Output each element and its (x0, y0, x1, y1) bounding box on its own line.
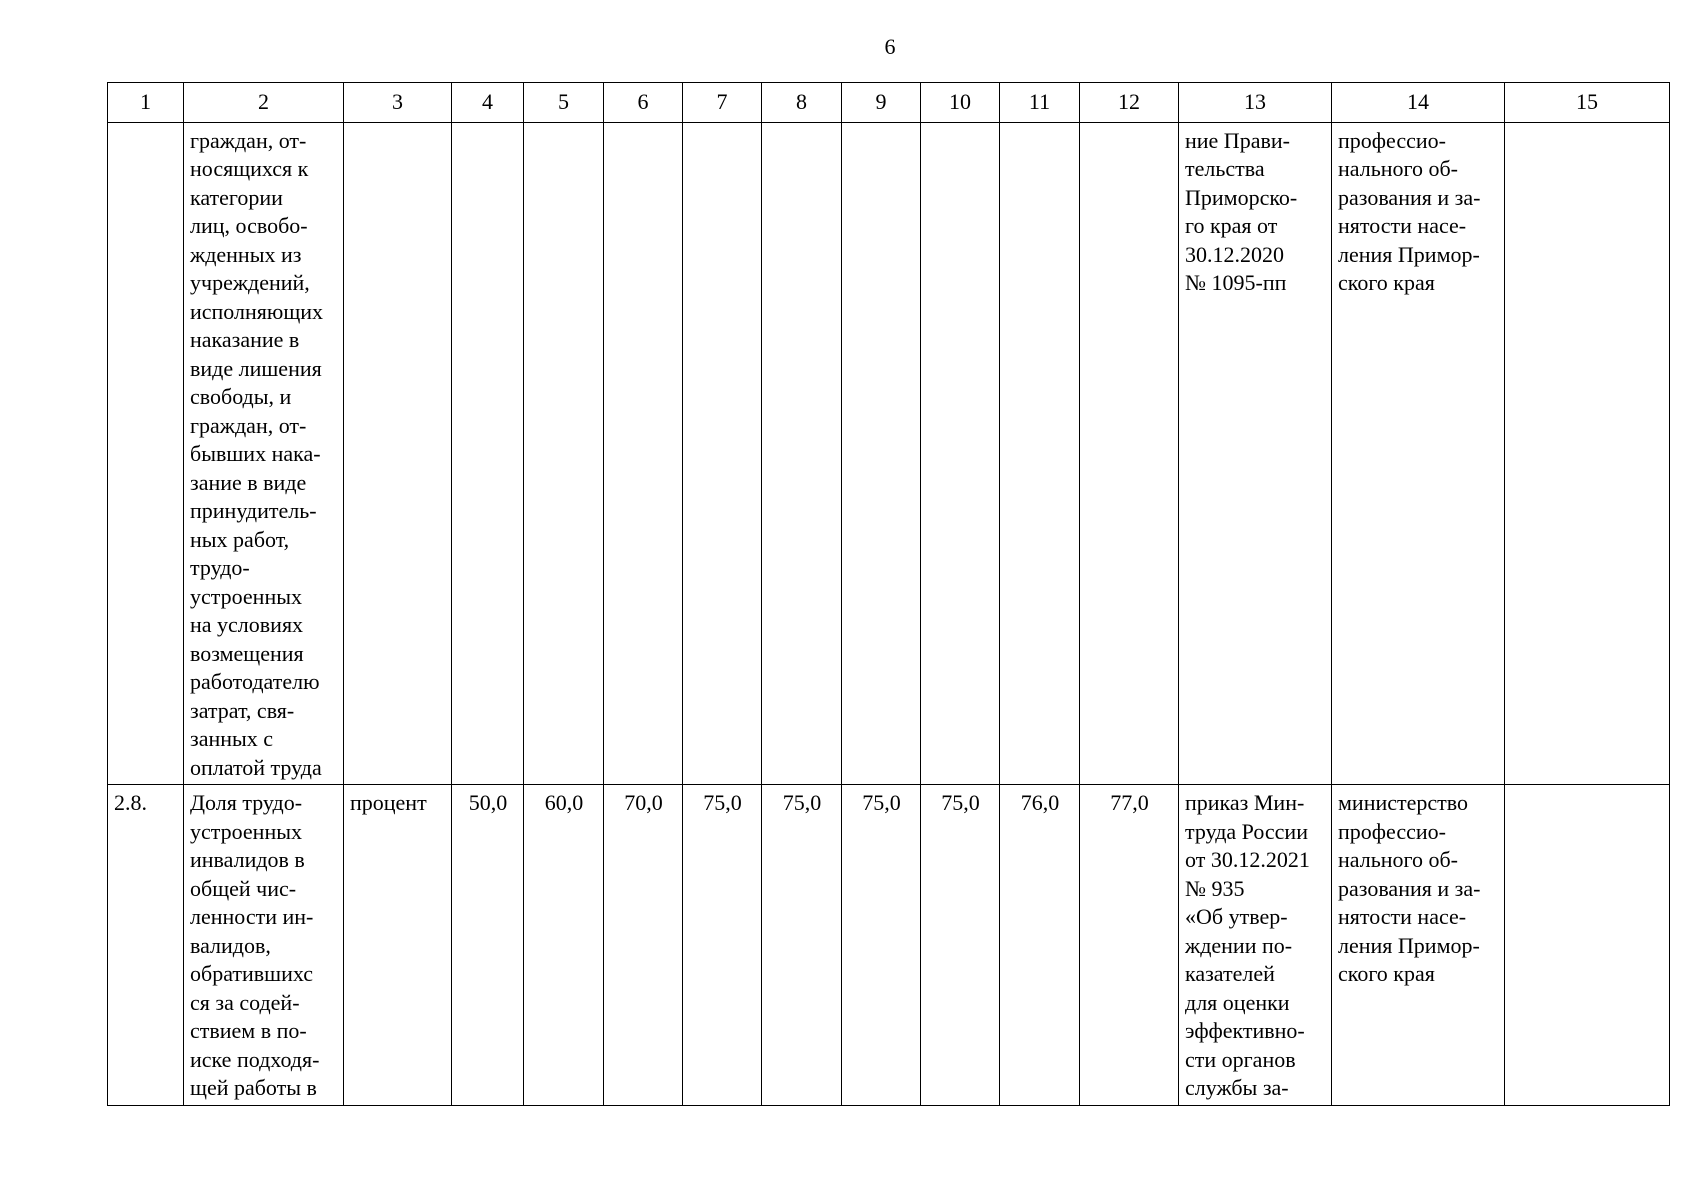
text-line: ленности ин- (190, 904, 314, 929)
column-header: 10 (921, 83, 1000, 123)
text-line: казателей (1185, 961, 1275, 986)
value-cell (1000, 122, 1080, 785)
column-header: 15 (1505, 83, 1670, 123)
value-cell: 50,0 (452, 785, 524, 1106)
responsible-body-cell (1332, 785, 1505, 1106)
text-line: ления Примор- (1338, 241, 1480, 267)
text-line: исполняющих (190, 298, 324, 324)
value-cell: 75,0 (683, 785, 762, 1106)
text-line: трудо- (190, 555, 250, 580)
text-line: зание в виде (190, 469, 307, 495)
text-line: граждан, от- (190, 127, 307, 153)
column-header: 14 (1332, 83, 1505, 123)
text-line: бывших нака- (190, 441, 321, 466)
text-line: труда России (1185, 818, 1308, 844)
text-line: граждан, от- (190, 412, 307, 438)
text-line: жденных из (190, 241, 302, 267)
text-line: на условиях (190, 612, 304, 637)
value-cell (524, 122, 604, 785)
column-header: 4 (452, 83, 524, 123)
value-cell (683, 122, 762, 785)
text-line: общей чис- (190, 875, 297, 901)
text-line: обратившихс (190, 961, 314, 986)
table-row-continued (108, 122, 1670, 785)
text-line: принудитель- (190, 498, 317, 523)
column-header: 5 (524, 83, 604, 123)
text-line: устроенных (190, 583, 303, 609)
text-line: нального об- (1338, 847, 1459, 872)
column-header: 11 (1000, 83, 1080, 123)
text-line: го края от (1185, 213, 1278, 238)
text-line: лиц, освобо- (190, 213, 308, 238)
text-line: возмещения (190, 640, 304, 666)
text-line: разования и за- (1338, 184, 1481, 210)
value-cell (921, 122, 1000, 785)
text-line: ствием в по- (190, 1018, 307, 1043)
text-line: ского края (1338, 270, 1435, 295)
value-cell: 76,0 (1000, 785, 1080, 1106)
column-header: 12 (1080, 83, 1179, 123)
text-line: тельства (1185, 156, 1265, 181)
value-cell (604, 122, 683, 785)
unit-cell: процент (344, 785, 452, 1106)
row-number-cell (108, 122, 184, 785)
text-line: категории (190, 184, 283, 210)
value-cell (842, 122, 921, 785)
text-line: затрат, свя- (190, 697, 295, 723)
text-line: № 935 (1185, 875, 1245, 901)
text-line: Доля трудо- (190, 790, 303, 815)
value-cell: 75,0 (762, 785, 842, 1106)
text-line: приказ Мин- (1185, 790, 1305, 815)
column-header: 1 (108, 83, 184, 123)
column-header: 3 (344, 83, 452, 123)
value-cell: 60,0 (524, 785, 604, 1106)
value-cell: 75,0 (921, 785, 1000, 1106)
text-line: Приморско- (1185, 184, 1298, 210)
unit-cell (344, 122, 452, 785)
text-line: оплатой труда (190, 754, 322, 780)
indicator-name-cell (184, 122, 344, 785)
indicator-name-cell (184, 785, 344, 1106)
text-line: инвалидов в (190, 847, 305, 872)
responsible-body-cell (1332, 122, 1505, 785)
text-line: службы за- (1185, 1075, 1289, 1100)
text-line: ние Прави- (1185, 127, 1290, 153)
text-line: ся за содей- (190, 989, 300, 1015)
text-line: профессио- (1338, 127, 1446, 153)
text-line: 30.12.2020 (1185, 241, 1284, 267)
source-document-cell (1179, 122, 1332, 785)
text-line: иске подходя- (190, 1046, 320, 1072)
text-line: от 30.12.2021 (1185, 847, 1310, 872)
text-line: разования и за- (1338, 875, 1481, 901)
text-line: нального об- (1338, 156, 1459, 181)
column-header: 7 (683, 83, 762, 123)
column-header: 9 (842, 83, 921, 123)
column-header: 2 (184, 83, 344, 123)
text-line: ждении по- (1185, 932, 1293, 958)
text-line: эффективно- (1185, 1018, 1305, 1043)
column-header: 8 (762, 83, 842, 123)
text-line: ных работ, (190, 526, 290, 552)
text-line: ского края (1338, 961, 1435, 986)
text-line: устроенных (190, 818, 303, 844)
text-line: нятости насе- (1338, 213, 1467, 238)
row-number-cell: 2.8. (108, 785, 184, 1106)
text-line: № 1095-пп (1185, 270, 1287, 295)
text-line: «Об утвер- (1185, 904, 1288, 929)
text-line: работодателю (190, 669, 320, 694)
text-line: учреждений, (190, 270, 310, 295)
value-cell: 70,0 (604, 785, 683, 1106)
text-line: виде лишения (190, 355, 322, 381)
text-line: щей работы в (190, 1075, 317, 1100)
text-line: ления Примор- (1338, 932, 1480, 958)
value-cell (452, 122, 524, 785)
notes-cell (1505, 785, 1670, 1106)
text-line: сти органов (1185, 1046, 1296, 1072)
value-cell: 75,0 (842, 785, 921, 1106)
text-line: носящихся к (190, 156, 309, 181)
text-line: занных с (190, 726, 274, 751)
source-document-cell (1179, 785, 1332, 1106)
text-line: нятости насе- (1338, 904, 1467, 929)
text-line: валидов, (190, 932, 271, 958)
table-row-2-8 (108, 785, 1670, 1106)
page-number: 6 (884, 34, 896, 59)
text-line: наказание в (190, 327, 300, 352)
text-line: министерство (1338, 790, 1469, 815)
notes-cell (1505, 122, 1670, 785)
text-line: свободы, и (190, 384, 292, 409)
text-line: профессио- (1338, 818, 1446, 844)
value-cell (762, 122, 842, 785)
column-header: 6 (604, 83, 683, 123)
value-cell: 77,0 (1080, 785, 1179, 1106)
column-header: 13 (1179, 83, 1332, 123)
column-number-row (108, 83, 1670, 123)
indicators-table (107, 82, 1670, 1106)
text-line: для оценки (1185, 989, 1290, 1015)
value-cell (1080, 122, 1179, 785)
